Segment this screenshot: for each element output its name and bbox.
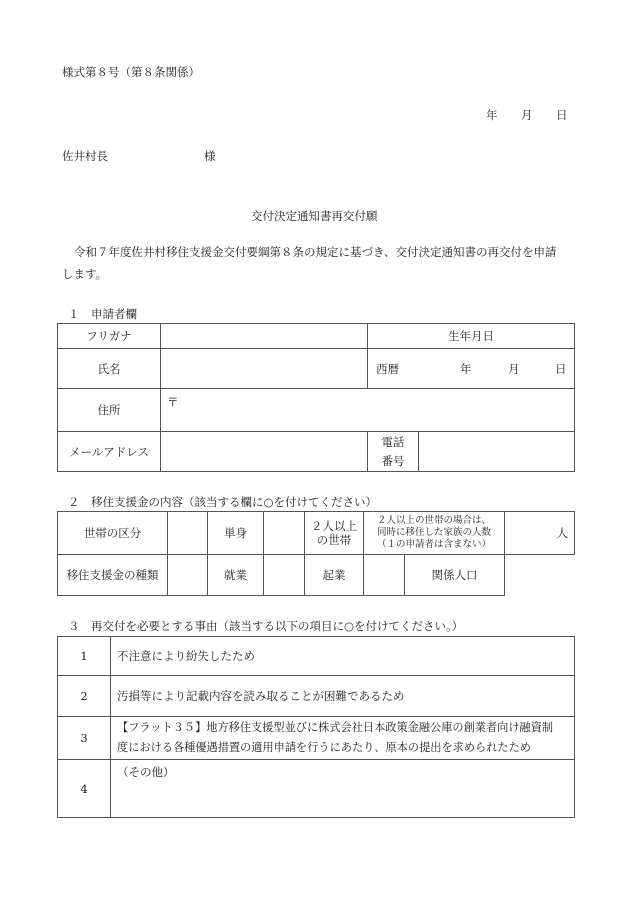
- reason-3-line2: 度における各種優遇措置の適用申請を行うにあたり、原本の提出を求められたため: [117, 741, 531, 754]
- phone-label-line1: 電話: [381, 434, 405, 449]
- related-population-label: 関係人口: [405, 555, 505, 596]
- family-count-field[interactable]: [505, 512, 575, 555]
- name-label: 氏名: [58, 349, 161, 389]
- address-label: 住所: [58, 389, 161, 432]
- employment-label: 就業: [208, 555, 264, 596]
- reason-1-text: 不注意により紛失したため: [111, 637, 575, 676]
- employment-mark-cell[interactable]: [168, 555, 208, 596]
- applicant-table: [57, 323, 575, 472]
- reason-1-number[interactable]: 1: [58, 637, 111, 676]
- era-label: 西暦: [376, 362, 399, 376]
- reason-2-text: 汚損等により記載内容を読み取ることが困難であるため: [111, 676, 575, 717]
- date-year-label: 年: [486, 108, 498, 122]
- multi-label-line1: ２人以上: [311, 519, 357, 533]
- intro-line-1: 令和７年度佐井村移住支援金交付要綱第８条の規定に基づき、交付決定通知書の再交付を申請: [74, 245, 557, 259]
- family-note-line1: ２人以上の世帯の場合は、: [377, 515, 492, 526]
- single-mark-cell[interactable]: [168, 512, 208, 555]
- furigana-field[interactable]: [161, 324, 368, 349]
- persons-unit: 人: [556, 526, 569, 540]
- reason-4-text: （その他）: [117, 765, 175, 779]
- family-note-line3: （１の申請者は含まない）: [377, 539, 492, 550]
- family-count-note: [364, 512, 505, 555]
- multi-mark-cell[interactable]: [264, 512, 305, 555]
- entrepreneurship-mark-cell[interactable]: [264, 555, 305, 596]
- birth-year-label: 年: [460, 362, 472, 376]
- reason-2-number[interactable]: 2: [58, 676, 111, 717]
- reason-table: [57, 636, 575, 818]
- multi-label: [305, 512, 364, 555]
- reason-3-line1: 【フラット３５】地方移住支援型並びに株式会社日本政策金融公庫の創業者向け融資制: [117, 721, 554, 734]
- reason-3-number[interactable]: 3: [58, 717, 111, 760]
- date-day-label: 日: [556, 108, 568, 122]
- birth-month-label: 月: [508, 362, 520, 376]
- reason-3-text: [111, 717, 575, 760]
- multi-label-line2: の世帯: [316, 533, 352, 547]
- postal-mark: 〒: [167, 395, 179, 409]
- name-field[interactable]: [161, 349, 368, 389]
- household-label: 世帯の区分: [58, 512, 168, 555]
- related-population-mark-cell[interactable]: [364, 555, 405, 596]
- birthdate-field[interactable]: [368, 349, 575, 389]
- intro-line-2: します。: [62, 267, 108, 281]
- addressee-honorific: 様: [204, 149, 216, 163]
- section3-heading: ３ 再交付を必要とする事由（該当する以下の項目に○を付けてください。）: [68, 619, 464, 633]
- empty-cell: [505, 555, 575, 596]
- section1-heading: １ 申請者欄: [68, 307, 137, 321]
- subsidy-table: [57, 511, 575, 596]
- reason-4-number[interactable]: 4: [58, 760, 111, 818]
- address-field[interactable]: [161, 389, 575, 432]
- email-label: メールアドレス: [58, 432, 161, 472]
- family-note-line2: 同時に移住した家族の人数: [377, 527, 492, 538]
- birth-day-label: 日: [555, 362, 567, 376]
- birthdate-label: 生年月日: [368, 324, 575, 349]
- subsidy-type-label: 移住支援金の種類: [58, 555, 168, 596]
- email-field[interactable]: [161, 432, 368, 472]
- date-month-label: 月: [521, 108, 533, 122]
- phone-label-line2: 番号: [381, 453, 405, 468]
- reason-4-other-field[interactable]: [111, 760, 575, 818]
- phone-field[interactable]: [419, 432, 575, 472]
- form-number: 様式第８号（第８条関係）: [62, 65, 200, 79]
- entrepreneurship-label: 起業: [305, 555, 364, 596]
- section2-heading: ２ 移住支援金の内容（該当する欄に○を付けてください）: [68, 495, 378, 509]
- document-title: 交付決定通知書再交付願: [251, 209, 378, 223]
- phone-label: [368, 432, 419, 472]
- furigana-label: フリガナ: [58, 324, 161, 349]
- addressee-name: 佐井村長: [62, 149, 108, 163]
- single-label: 単身: [208, 512, 264, 555]
